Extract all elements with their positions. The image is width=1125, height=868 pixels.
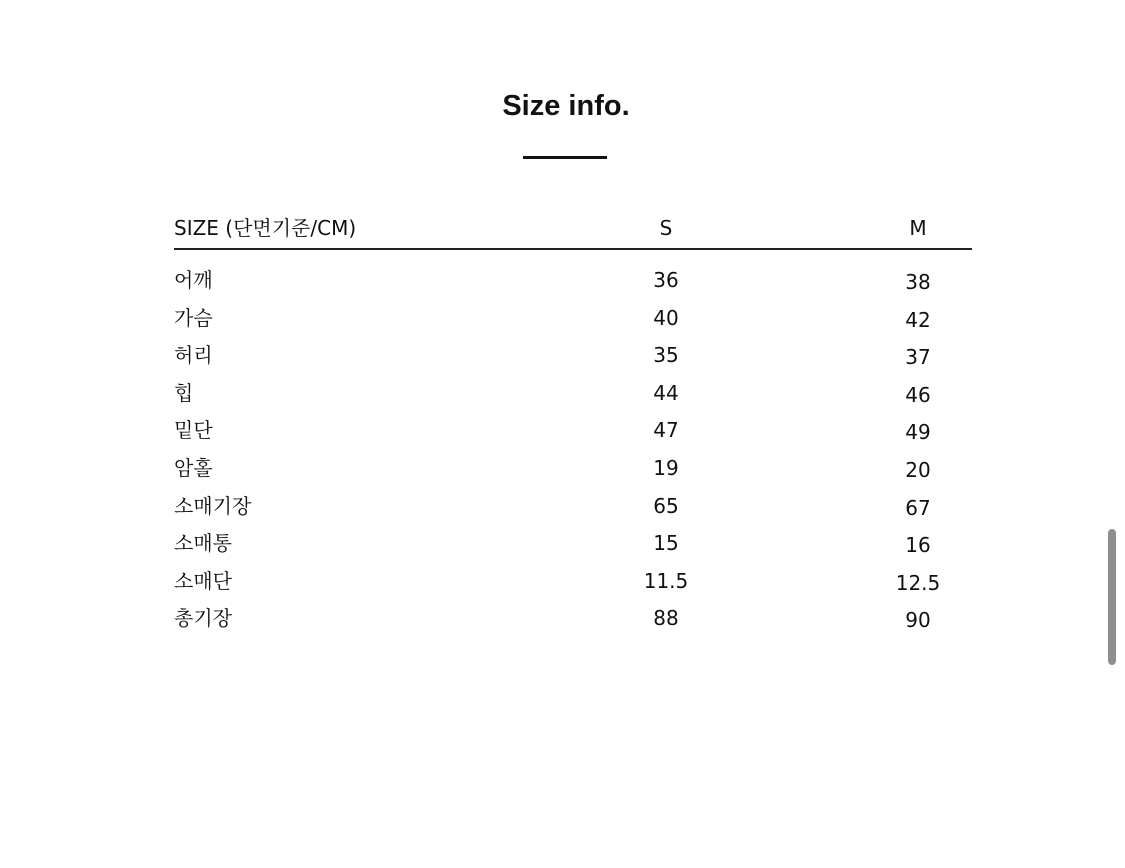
row-label: 허리 [174,343,213,368]
row-label: 소매단 [174,568,232,593]
row-value-m: 38 [905,270,931,294]
row-label: 어깨 [174,268,213,292]
table-row [174,489,972,527]
page-title: Size info. [502,90,630,122]
row-value-m: 49 [905,420,931,445]
header-size-m: M [909,216,927,240]
table-row [174,564,972,602]
row-value-s: 19 [653,455,679,480]
row-value-s: 11.5 [643,568,689,593]
table-row [174,601,972,639]
row-value-s: 35 [653,343,679,368]
row-value-m: 12.5 [895,570,941,595]
row-value-s: 15 [653,531,679,556]
row-value-m: 46 [905,382,931,407]
size-table [174,210,972,639]
table-body [174,263,972,639]
table-row [174,301,972,339]
row-label: 소매기장 [174,493,252,518]
row-value-m: 67 [905,495,931,520]
table-header-row [174,210,972,250]
row-label: 가슴 [174,305,213,330]
row-value-m: 90 [905,608,931,633]
row-value-s: 65 [653,493,679,518]
row-value-s: 88 [653,606,679,631]
table-row [174,338,972,376]
vertical-scrollbar[interactable] [1108,529,1116,665]
table-row [174,526,972,564]
row-label: 총기장 [174,606,232,631]
row-value-s: 40 [653,305,679,330]
header-size-s: S [659,216,673,240]
row-value-s: 44 [653,380,679,405]
row-label: 밑단 [174,418,213,443]
table-row [174,263,972,301]
row-value-m: 42 [905,307,931,332]
row-value-m: 16 [905,533,931,558]
table-row [174,451,972,489]
table-row [174,413,972,451]
row-value-m: 20 [905,457,931,482]
row-value-s: 36 [653,268,679,292]
row-label: 소매통 [174,531,232,556]
row-value-s: 47 [653,418,679,443]
header-size-label: SIZE (단면기준/CM) [174,216,357,240]
table-row [174,376,972,414]
row-label: 힙 [174,380,194,405]
row-value-m: 37 [905,345,931,370]
row-label: 암홀 [174,455,213,480]
title-divider [523,156,607,159]
